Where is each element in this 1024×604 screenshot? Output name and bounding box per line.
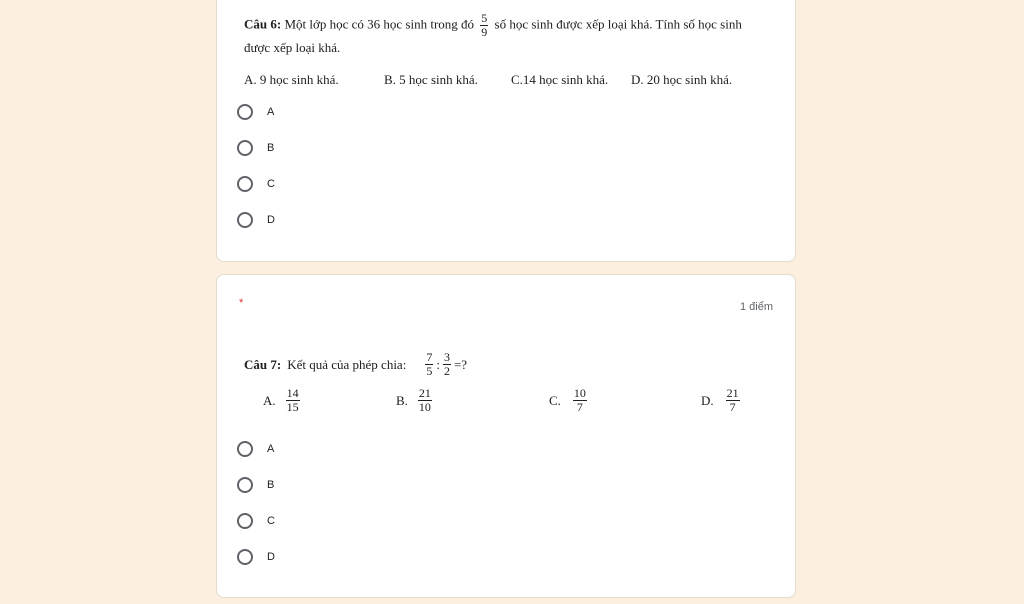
points-label: 1 điểm <box>739 301 773 313</box>
radio-button[interactable] <box>237 513 253 529</box>
choice-label: B <box>267 479 275 491</box>
option-d <box>701 387 743 414</box>
q7-choice-c[interactable] <box>237 509 275 533</box>
option-letter: D. <box>701 392 714 408</box>
fraction-denominator: 7 <box>576 400 583 414</box>
option-letter: C. <box>549 392 561 408</box>
q7-choice-d[interactable] <box>237 545 275 569</box>
option-b-text: B. 5 học sinh khá. <box>384 72 478 87</box>
choice-label: C <box>267 515 275 527</box>
radio-button[interactable] <box>237 549 253 565</box>
choice-label: C <box>267 178 275 190</box>
question-6-text-before: Một lớp học có 36 học sinh trong đó <box>284 16 475 32</box>
choice-label: D <box>267 551 275 563</box>
fraction-denominator: 15 <box>286 400 299 414</box>
q6-choice-a[interactable] <box>237 100 274 124</box>
question-6-card <box>216 0 796 262</box>
option-a <box>263 387 303 414</box>
radio-button[interactable] <box>237 140 253 156</box>
option-fraction <box>418 387 432 414</box>
fraction-denominator: 9 <box>481 25 488 39</box>
choice-label: A <box>267 106 275 118</box>
choice-label: B <box>267 142 275 154</box>
option-letter: A. <box>263 392 276 408</box>
option-a-text: A. 9 học sinh khá. <box>244 72 339 87</box>
choice-label: A <box>267 443 275 455</box>
question-7-card <box>216 274 796 598</box>
question-7-label: Câu 7: <box>244 356 282 372</box>
radio-button[interactable] <box>237 441 253 457</box>
q7-choice-b[interactable] <box>237 473 274 497</box>
option-letter: B. <box>396 392 408 408</box>
q7-choice-a[interactable] <box>237 437 274 461</box>
fraction-denominator: 7 <box>729 400 736 414</box>
fraction-right <box>443 351 451 378</box>
question-6-text-line2: được xếp loại khá. <box>244 40 341 55</box>
fraction-numerator: 10 <box>573 386 586 400</box>
radio-button[interactable] <box>237 104 253 120</box>
fraction-denominator: 10 <box>418 400 431 414</box>
fraction-denominator: 5 <box>426 364 433 378</box>
equals-question: =? <box>453 356 468 372</box>
division-operator: : <box>436 356 440 372</box>
option-fraction <box>726 387 740 414</box>
division-expression <box>422 351 467 378</box>
question-6-label: Câu 6: <box>244 16 282 32</box>
question-7-options <box>263 387 783 423</box>
radio-button[interactable] <box>237 176 253 192</box>
fraction-numerator: 7 <box>426 350 433 364</box>
fraction-numerator: 21 <box>726 386 739 400</box>
q6-choice-b[interactable] <box>237 136 274 160</box>
question-6-fraction <box>480 12 488 39</box>
q6-choice-d[interactable] <box>237 208 275 232</box>
option-fraction <box>573 387 587 414</box>
fraction-numerator: 5 <box>481 11 488 25</box>
option-b <box>396 387 435 414</box>
radio-button[interactable] <box>237 212 253 228</box>
option-fraction <box>286 387 300 414</box>
option-c <box>549 387 590 414</box>
question-7-text <box>244 351 467 378</box>
q6-choice-c[interactable] <box>237 172 275 196</box>
fraction-numerator: 14 <box>286 386 299 400</box>
fraction-numerator: 21 <box>418 386 431 400</box>
fraction-denominator: 2 <box>443 364 450 378</box>
radio-button[interactable] <box>237 477 253 493</box>
question-6-options <box>244 72 784 90</box>
fraction-numerator: 3 <box>443 350 450 364</box>
question-6-text-after: số học sinh được xếp loại khá. Tính số học sinh <box>494 16 742 32</box>
option-d-text: D. 20 học sinh khá. <box>631 72 733 87</box>
required-asterisk: * <box>239 297 244 309</box>
fraction-left <box>425 351 433 378</box>
question-7-prompt: Kết quả của phép chia: <box>287 356 407 372</box>
question-6-text <box>244 12 784 39</box>
choice-label: D <box>267 214 275 226</box>
option-c-text: C.14 học sinh khá. <box>511 72 609 87</box>
